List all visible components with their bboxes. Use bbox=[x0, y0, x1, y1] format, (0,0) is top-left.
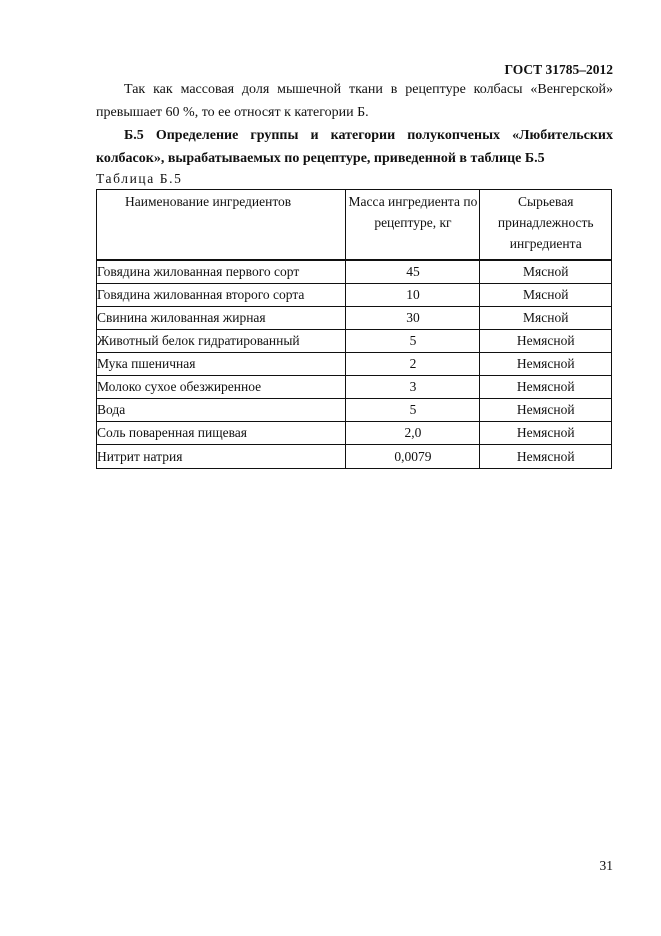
cell-name: Соль поваренная пищевая bbox=[97, 422, 346, 445]
table-caption: Таблица Б.5 bbox=[96, 171, 183, 186]
cell-origin: Мясной bbox=[480, 307, 612, 330]
cell-mass: 30 bbox=[346, 307, 480, 330]
cell-origin: Немясной bbox=[480, 353, 612, 376]
cell-origin: Мясной bbox=[480, 284, 612, 307]
table-row bbox=[97, 353, 612, 376]
header-origin: Сырьевая принадлежность ингредиента bbox=[480, 190, 612, 261]
table-row bbox=[97, 284, 612, 307]
document-code: ГОСТ 31785–2012 bbox=[504, 62, 613, 77]
table-row bbox=[97, 445, 612, 469]
table-header-row bbox=[97, 190, 612, 261]
cell-name: Вода bbox=[97, 399, 346, 422]
table-row bbox=[97, 422, 612, 445]
section-heading-b5: Б.5 Определение группы и категории полукопченых «Любительских колбасок», вырабатываемых по рецептуре, приведенной в таблице Б.5 bbox=[96, 128, 613, 166]
table-row bbox=[97, 330, 612, 353]
cell-origin: Немясной bbox=[480, 445, 612, 469]
cell-mass: 5 bbox=[346, 330, 480, 353]
cell-mass: 10 bbox=[346, 284, 480, 307]
cell-name: Нитрит натрия bbox=[97, 445, 346, 469]
cell-name: Говядина жилованная первого сорт bbox=[97, 260, 346, 284]
table-row bbox=[97, 399, 612, 422]
cell-name: Говядина жилованная второго сорта bbox=[97, 284, 346, 307]
cell-name: Мука пшеничная bbox=[97, 353, 346, 376]
cell-name: Молоко сухое обезжиренное bbox=[97, 376, 346, 399]
header-mass: Масса ингредиента по рецептуре, кг bbox=[346, 190, 480, 261]
table-row bbox=[97, 307, 612, 330]
cell-mass: 0,0079 bbox=[346, 445, 480, 469]
page-number: 31 bbox=[599, 858, 613, 873]
cell-origin: Немясной bbox=[480, 399, 612, 422]
ingredients-table bbox=[96, 189, 612, 469]
cell-mass: 5 bbox=[346, 399, 480, 422]
header-ingredient-name: Наименование ингредиентов bbox=[97, 190, 346, 261]
cell-origin: Немясной bbox=[480, 330, 612, 353]
cell-origin: Мясной bbox=[480, 260, 612, 284]
table-row bbox=[97, 260, 612, 284]
paragraph-conclusion: Так как массовая доля мышечной ткани в рецептуре колбасы «Венгерской» превышает 60 %, то ее относят к категории Б. bbox=[96, 82, 613, 120]
cell-mass: 2,0 bbox=[346, 422, 480, 445]
cell-mass: 2 bbox=[346, 353, 480, 376]
cell-name: Животный белок гидратированный bbox=[97, 330, 346, 353]
cell-origin: Немясной bbox=[480, 376, 612, 399]
cell-origin: Немясной bbox=[480, 422, 612, 445]
cell-mass: 45 bbox=[346, 260, 480, 284]
cell-name: Свинина жилованная жирная bbox=[97, 307, 346, 330]
table-row bbox=[97, 376, 612, 399]
cell-mass: 3 bbox=[346, 376, 480, 399]
